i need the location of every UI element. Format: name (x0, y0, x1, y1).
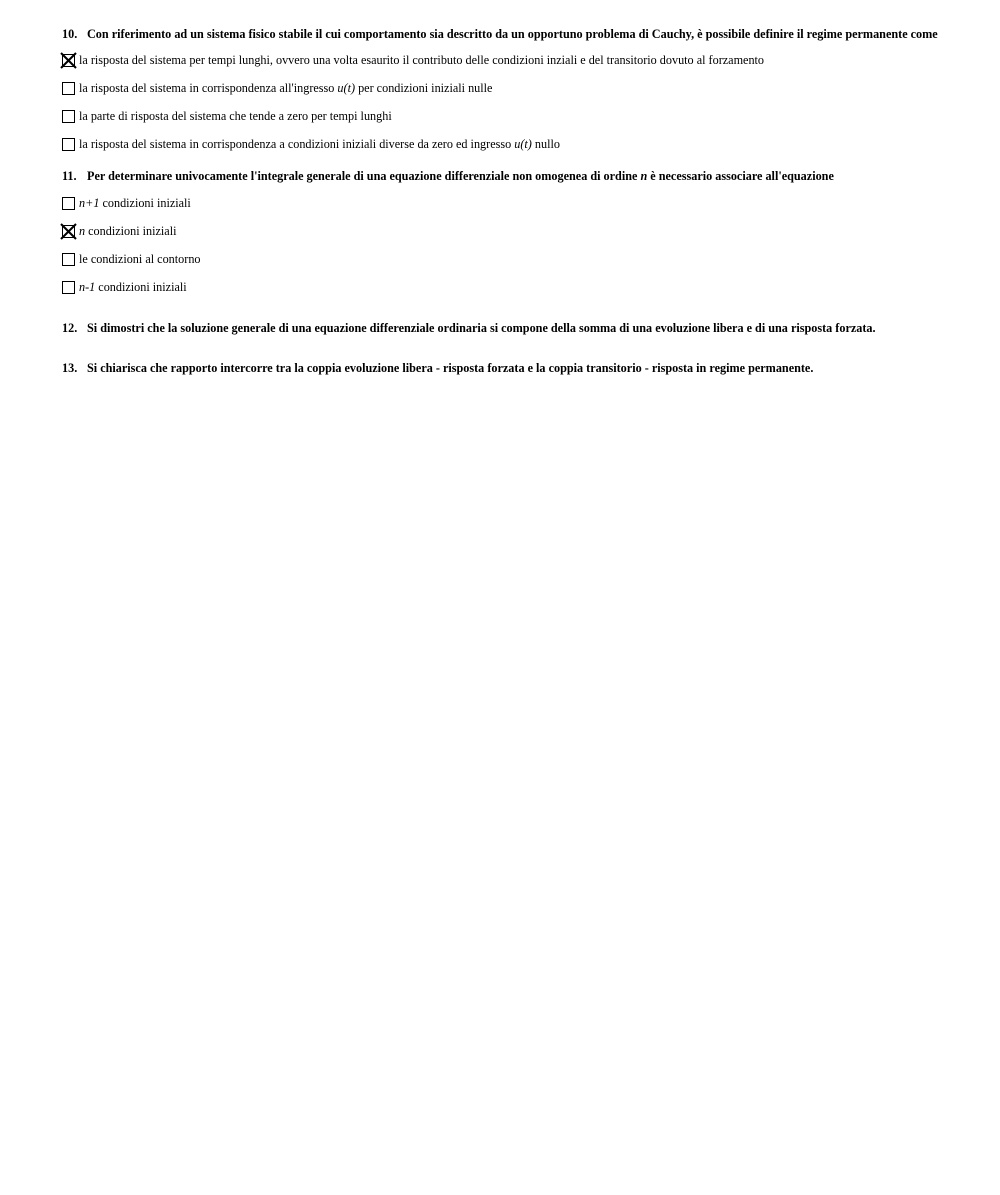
answer-option[interactable] (62, 217, 942, 245)
question-12 (62, 322, 942, 335)
answer-option-label: n condizioni iniziali (79, 223, 177, 238)
answer-option-label: la risposta del sistema in corrispondenza a condizioni iniziali diverse da zero ed ingresso u(t) nullo (79, 136, 560, 151)
question-13-text (62, 362, 942, 375)
answer-option-label: la parte di risposta del sistema che tende a zero per tempi lunghi (79, 108, 392, 123)
checkbox-icon[interactable] (62, 253, 75, 266)
question-10-text (62, 28, 942, 41)
checkbox-checked-icon[interactable] (62, 54, 75, 67)
question-prompt: Per determinare univocamente l'integrale generale di una equazione differenziale non omogenea di ordine n è necessario associare all'equazione (87, 169, 834, 183)
answer-option[interactable] (62, 189, 942, 217)
exam-page (62, 28, 942, 375)
answer-option-label: la risposta del sistema in corrispondenza all'ingresso u(t) per condizioni iniziali nulle (79, 80, 493, 95)
question-number: 12. (62, 321, 78, 335)
answer-options (62, 189, 942, 301)
question-10 (62, 28, 942, 158)
question-number: 11. (62, 169, 77, 183)
question-12-text (62, 322, 942, 335)
answer-option[interactable] (62, 46, 942, 74)
answer-options (62, 46, 942, 158)
question-prompt: Si chiarisca che rapporto intercorre tra la coppia evoluzione libera - risposta forzata e la coppia transitorio - risposta in regime permanente. (87, 361, 814, 375)
checkbox-icon[interactable] (62, 281, 75, 294)
answer-option-label: la risposta del sistema per tempi lunghi, ovvero una volta esaurito il contributo delle condizioni inziali e del transitorio dovuto al forzamento (79, 52, 765, 67)
answer-option[interactable] (62, 102, 942, 130)
question-number: 13. (62, 361, 78, 375)
answer-option-label: n+1 condizioni iniziali (79, 195, 191, 210)
checkbox-checked-icon[interactable] (62, 225, 75, 238)
answer-option[interactable] (62, 130, 942, 158)
answer-option[interactable] (62, 245, 942, 273)
question-number: 10. (62, 27, 78, 41)
answer-option[interactable] (62, 74, 942, 102)
question-11-text (62, 170, 942, 183)
question-11 (62, 170, 942, 301)
answer-option-label: n-1 condizioni iniziali (79, 279, 187, 294)
checkbox-icon[interactable] (62, 197, 75, 210)
question-prompt: Si dimostri che la soluzione generale di una equazione differenziale ordinaria si compone della somma di una evoluzione libera e di una risposta forzata. (87, 321, 876, 335)
question-prompt: Con riferimento ad un sistema fisico stabile il cui comportamento sia descritto da un opportuno problema di Cauchy, è possibile definire il regime permanente come (87, 27, 938, 41)
answer-option-label: le condizioni al contorno (79, 251, 201, 266)
checkbox-icon[interactable] (62, 110, 75, 123)
checkbox-icon[interactable] (62, 82, 75, 95)
checkbox-icon[interactable] (62, 138, 75, 151)
answer-option[interactable] (62, 273, 942, 301)
question-13 (62, 362, 942, 375)
